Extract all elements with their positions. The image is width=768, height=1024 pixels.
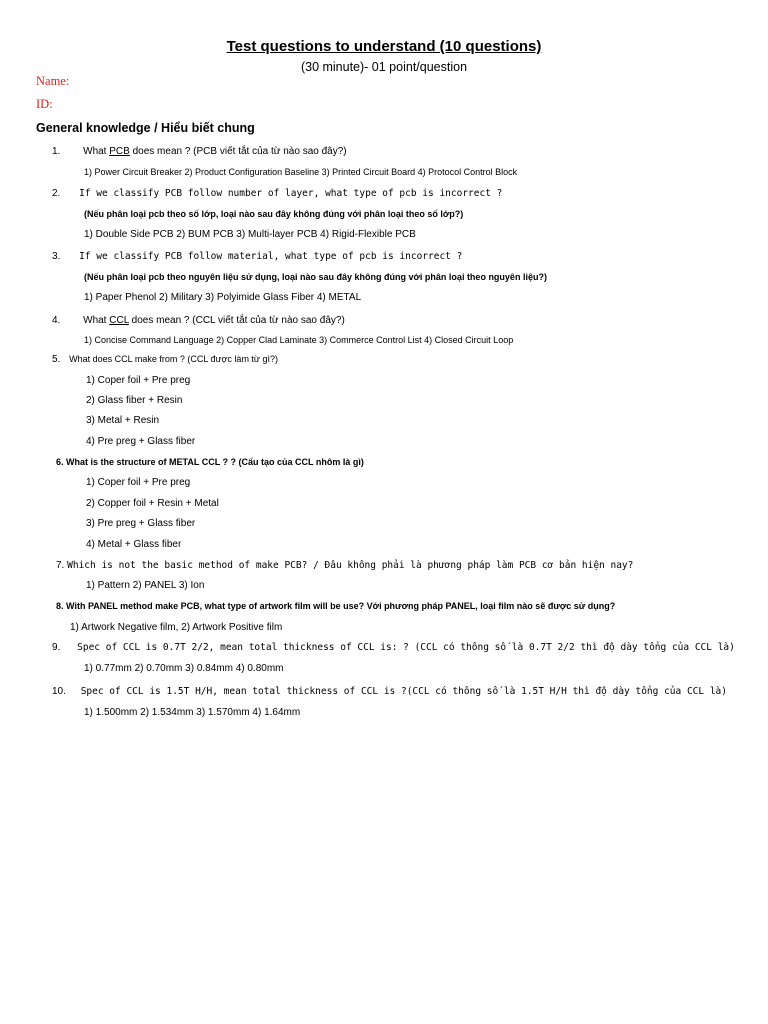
question-9-options: 1) 0.77mm 2) 0.70mm 3) 0.84mm 4) 0.80mm: [84, 663, 284, 674]
question-number: 5.: [52, 354, 61, 365]
question-9: [52, 642, 735, 653]
question-4-options: 1) Concise Command Language 2) Copper Clad Laminate 3) Commerce Control List 4) Closed Circuit Loop: [84, 335, 514, 345]
question-text: What PCB does mean ? (PCB viết tắt của từ nào sao đây?): [83, 146, 347, 157]
question-2-note: (Nếu phân loại pcb theo số lớp, loại nào sau đây không đúng với phân loại theo số lớp?): [84, 209, 464, 219]
question-2: [52, 188, 502, 199]
document-subtitle: (30 minute)- 01 point/question: [300, 60, 468, 74]
question-3-note: (Nếu phân loại pcb theo nguyên liệu sử dụng, loại nào sau đây không đúng với phân loại theo nguyên liệu?): [84, 272, 547, 282]
question-3: [52, 251, 462, 262]
question-6-option-3: 3) Pre preg + Glass fiber: [86, 518, 196, 529]
name-label: Name:: [36, 74, 70, 88]
question-number: 1.: [52, 146, 61, 157]
section-heading: General knowledge / Hiểu biết chung: [36, 121, 255, 135]
question-5-option-4: 4) Pre preg + Glass fiber: [86, 436, 196, 447]
question-7-options: 1) Pattern 2) PANEL 3) Ion: [86, 580, 205, 591]
question-5: [52, 354, 278, 365]
question-4: [52, 315, 345, 326]
question-text: If we classify PCB follow material, what type of pcb is incorrect ?: [79, 251, 463, 262]
question-text: What does CCL make from ? (CCL được làm từ gì?): [69, 354, 278, 364]
question-5-option-3: 3) Metal + Resin: [86, 415, 160, 426]
question-10-options: 1) 1.500mm 2) 1.534mm 3) 1.570mm 4) 1.64mm: [84, 707, 301, 718]
question-number: 9.: [52, 642, 61, 653]
question-10: [52, 686, 727, 697]
question-6-option-1: 1) Coper foil + Pre preg: [86, 477, 191, 488]
question-7: [56, 560, 633, 571]
question-2-options: 1) Double Side PCB 2) BUM PCB 3) Multi-layer PCB 4) Rigid-Flexible PCB: [84, 229, 416, 240]
question-6-option-2: 2) Copper foil + Resin + Metal: [86, 498, 219, 509]
question-text: What CCL does mean ? (CCL viết tắt của từ nào sao đây?): [83, 315, 345, 326]
id-label: ID:: [36, 97, 53, 111]
question-number: 10.: [52, 686, 66, 697]
question-6-option-4: 4) Metal + Glass fiber: [86, 539, 182, 550]
question-5-option-1: 1) Coper foil + Pre preg: [86, 375, 191, 386]
question-text: Spec of CCL is 1.5T H/H, mean total thickness of CCL is ?(CCL có thông số là 1.5T H/H thì độ dày tổng của CCL là): [80, 686, 727, 697]
question-number: 4.: [52, 315, 61, 326]
question-1-options: 1) Power Circuit Breaker 2) Product Configuration Baseline 3) Printed Circuit Board 4) Protocol Control Block: [84, 167, 518, 177]
document-title: Test questions to understand (10 questions): [226, 38, 542, 55]
question-8: [56, 601, 615, 611]
question-8-options: 1) Artwork Negative film, 2) Artwork Positive film: [70, 622, 283, 633]
question-text: If we classify PCB follow number of layer, what type of pcb is incorrect ?: [79, 188, 503, 199]
question-1: [52, 146, 347, 157]
question-text: With PANEL method make PCB, what type of artwork film will be use? Với phương pháp PANEL, loại film nào sẽ được sử dụng?: [66, 601, 616, 611]
question-number: 3.: [52, 251, 61, 262]
question-3-options: 1) Paper Phenol 2) Military 3) Polyimide Glass Fiber 4) METAL: [84, 292, 362, 303]
question-6: [56, 457, 364, 467]
question-number: 7.: [56, 560, 65, 571]
question-number: 6.: [56, 457, 64, 467]
question-5-option-2: 2) Glass fiber + Resin: [86, 395, 183, 406]
question-number: 8.: [56, 601, 64, 611]
question-number: 2.: [52, 188, 61, 199]
question-text: What is the structure of METAL CCL ? ? (Cấu tạo của CCL nhôm là gì): [66, 457, 364, 467]
question-text: Which is not the basic method of make PCB? / Đâu không phải là phương pháp làm PCB cơ bản hiện nay?: [67, 560, 634, 571]
question-text: Spec of CCL is 0.7T 2/2, mean total thickness of CCL is: ? (CCL có thông số là 0.7T 2/2 thì độ dày tổng của CCL là): [77, 642, 735, 653]
